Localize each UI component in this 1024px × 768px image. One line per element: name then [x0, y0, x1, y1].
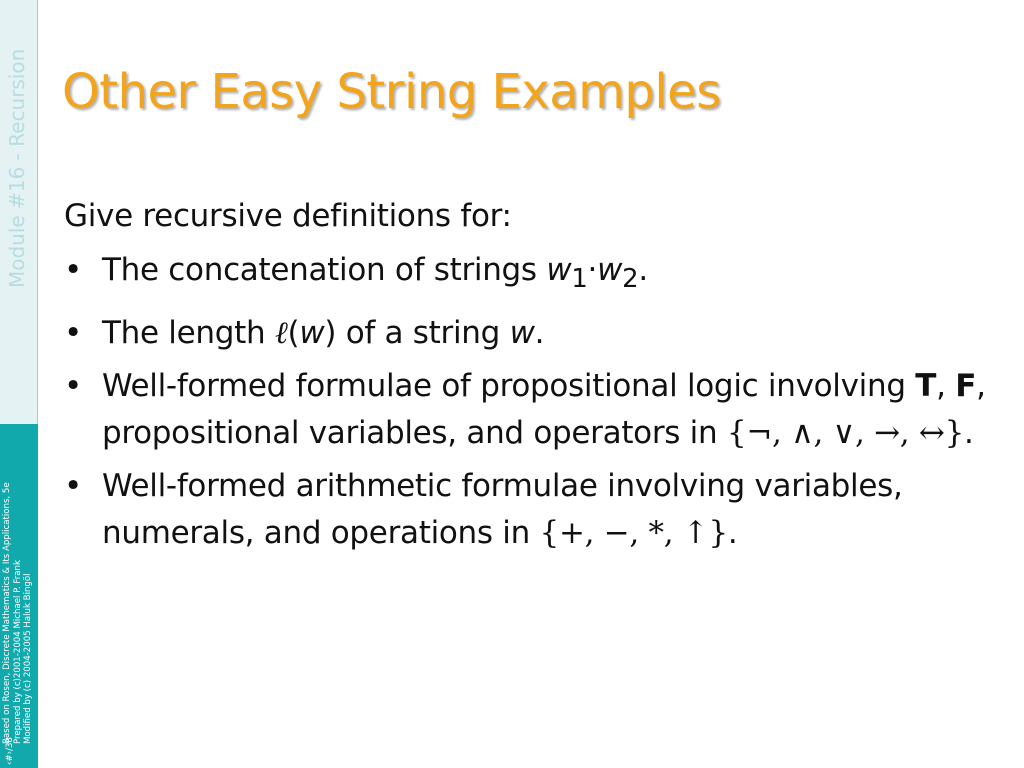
bullet-length: [64, 309, 994, 357]
bullet-text: Well-formed arithmetic formulae involving variables, numerals, and operations in: [102, 468, 903, 552]
bullet-text: The concatenation of strings: [102, 252, 547, 288]
subscript-2: 2: [622, 264, 639, 295]
bullet-propositional-logic: [64, 363, 994, 457]
var-w-string: w: [509, 315, 535, 352]
module-label: Module #16 - Recursion: [5, 48, 29, 288]
logic-operator-set: {¬, ∧, ∨, →, ↔}: [726, 415, 964, 452]
ell-symbol: ℓ: [274, 315, 288, 352]
concat-dot: ·: [587, 252, 598, 288]
intro-text: Give recursive definitions for:: [64, 198, 512, 234]
var-w: w: [299, 315, 325, 352]
comma: ,: [936, 368, 956, 405]
bullet-arithmetic: [64, 463, 994, 557]
subscript-1: 1: [571, 264, 588, 295]
bullet-text-2: , propositional variables, and operators in: [102, 368, 986, 452]
var-w2: w: [597, 252, 623, 288]
open-paren: (: [287, 315, 300, 352]
bullet-concatenation: [64, 246, 994, 303]
slide-title: Other Easy String Examples: [62, 64, 721, 120]
credit-line-source: Based on Rosen, Discrete Mathematics & Its Applications, 5e: [2, 482, 12, 744]
page-number: ‹#›/38: [5, 737, 15, 765]
bold-true: T: [915, 368, 937, 405]
period: .: [964, 415, 974, 452]
var-w1: w: [546, 252, 572, 288]
arithmetic-operator-set: {+, −, *, ↑}: [539, 515, 728, 552]
bullet-list: [64, 246, 994, 557]
close-paren: ): [324, 315, 337, 352]
period: .: [534, 315, 545, 352]
period: .: [727, 515, 738, 552]
bullet-text: The length: [102, 315, 275, 352]
sidebar-top-panel: [0, 0, 38, 424]
credit-line-modified: Modified by (c) 2004-2005 Haluk Bingöl: [23, 573, 33, 744]
slide-content: [64, 192, 994, 563]
bold-false: F: [955, 368, 977, 405]
credits-block: [2, 482, 34, 744]
bullet-text: Well-formed formulae of propositional logic involving: [102, 368, 916, 405]
credit-line-prepared: Prepared by (c)2001-2004 Michael P. Frank: [12, 560, 23, 744]
period: .: [638, 252, 648, 288]
bullet-text-2: of a string: [336, 315, 510, 352]
